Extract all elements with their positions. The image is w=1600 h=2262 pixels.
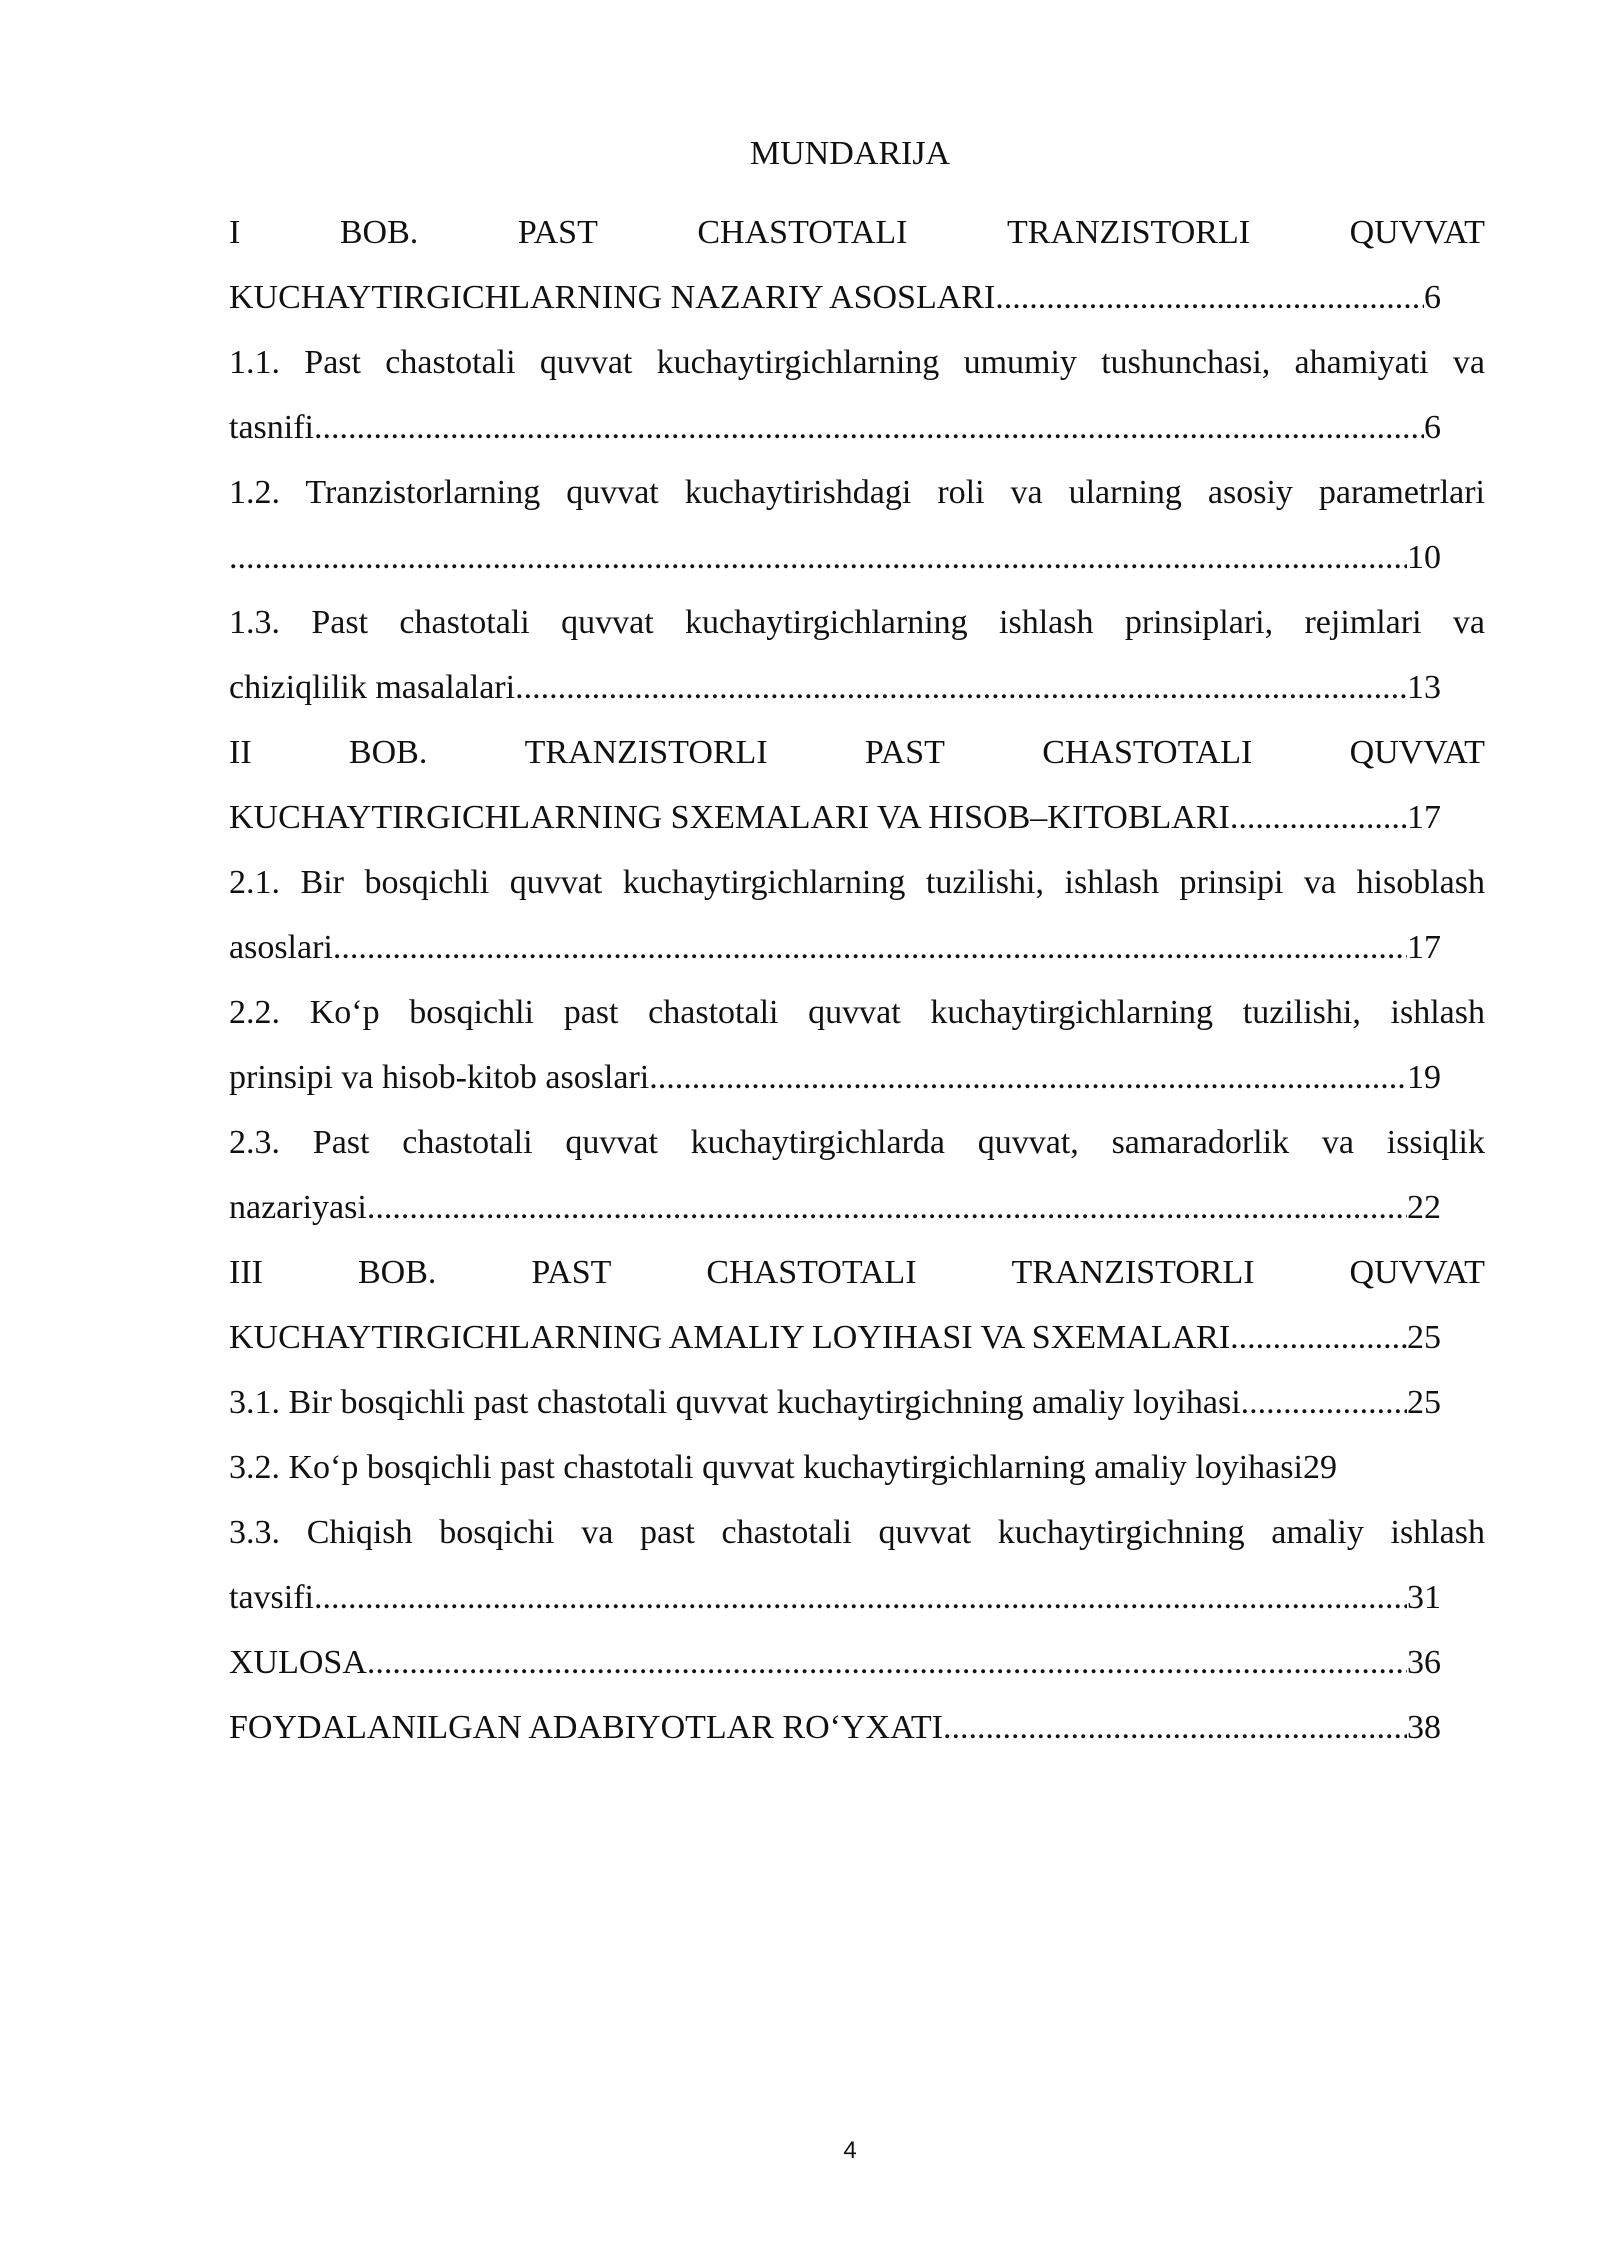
toc-section-1-1-entry[interactable]: tasnifi ..... 6 [229, 395, 1441, 460]
dot-leader [1230, 785, 1407, 850]
page-ref: 29 [1302, 1449, 1337, 1486]
page-ref: 13 [1407, 669, 1441, 706]
dot-leader [943, 1695, 1407, 1760]
page-ref: 25 [1407, 1384, 1441, 1421]
dot-leader [649, 1045, 1407, 1110]
toc-chapter-3-heading: III BOB. PAST CHASTOTALI TRANZISTORLI QUVVAT [229, 1254, 1485, 1291]
toc-chapter-3-entry[interactable]: KUCHAYTIRGICHLARNING AMALIY LOYIHASI VA SXEMALARI ..... 25 [229, 1305, 1441, 1370]
dot-leader [515, 655, 1407, 720]
dot-leader [1230, 1305, 1407, 1370]
dot-leader [314, 1565, 1407, 1630]
page-ref: 36 [1407, 1644, 1441, 1681]
dot-leader [229, 525, 1407, 590]
dot-leader [367, 1175, 1407, 1240]
toc-section-2-2-line-1[interactable]: 2.2. Ko‘p bosqichli past chastotali quvvat kuchaytirgichlarning tuzilishi, ishlash [229, 994, 1485, 1031]
dot-leader [333, 915, 1407, 980]
toc-chapter-2-entry[interactable]: KUCHAYTIRGICHLARNING SXEMALARI VA HISOB–KITOBLARI ..... 17 [229, 785, 1441, 850]
page-ref: 38 [1407, 1709, 1441, 1746]
toc-section-2-3-line-1[interactable]: 2.3. Past chastotali quvvat kuchaytirgichlarda quvvat, samaradorlik va issiqlik [229, 1124, 1485, 1161]
page-ref: 19 [1407, 1059, 1441, 1096]
toc-section-3-3-entry[interactable]: tavsifi ..... 31 [229, 1565, 1441, 1630]
dot-leader [367, 1630, 1407, 1695]
toc-section-1-3-entry[interactable]: chiziqlilik masalalari ..... 13 [229, 655, 1441, 720]
toc-chapter-1-heading: I BOB. PAST CHASTOTALI TRANZISTORLI QUVVAT [229, 214, 1485, 251]
page-footer [0, 2136, 1600, 2166]
dot-leader [314, 395, 1424, 460]
toc-section-1-1-line-1[interactable]: 1.1. Past chastotali quvvat kuchaytirgichlarning umumiy tushunchasi, ahamiyati va [229, 344, 1485, 381]
toc-conclusion-entry[interactable]: XULOSA ..... 36 [229, 1630, 1441, 1695]
page-ref: 22 [1407, 1189, 1441, 1226]
toc-chapter-2-heading: II BOB. TRANZISTORLI PAST CHASTOTALI QUVVAT [229, 734, 1485, 771]
toc-chapter-1-entry[interactable]: KUCHAYTIRGICHLARNING NAZARIY ASOSLARI ..... 6 [229, 265, 1441, 330]
toc-section-3-1-entry[interactable]: 3.1. Bir bosqichli past chastotali quvvat kuchaytirgichning amaliy loyihasi ..... 25 [229, 1370, 1441, 1435]
toc-section-2-1-entry[interactable]: asoslari ..... 17 [229, 915, 1441, 980]
toc-section-3-3-line-1[interactable]: 3.3. Chiqish bosqichi va past chastotali quvvat kuchaytirgichning amaliy ishlash [229, 1514, 1485, 1551]
toc-section-2-1-line-1[interactable]: 2.1. Bir bosqichli quvvat kuchaytirgichlarning tuzilishi, ishlash prinsipi va hisoblash [229, 864, 1485, 901]
page-ref: 17 [1407, 799, 1441, 836]
toc-title [0, 134, 1600, 174]
toc-section-1-3-line-1[interactable]: 1.3. Past chastotali quvvat kuchaytirgichlarning ishlash prinsiplari, rejimlari va [229, 604, 1485, 641]
page-ref: 31 [1407, 1579, 1441, 1616]
page-ref: 25 [1407, 1319, 1441, 1356]
page-ref: 10 [1407, 539, 1441, 576]
toc-section-1-2-entry[interactable] [229, 525, 1441, 590]
toc-section-2-3-entry[interactable]: nazariyasi ..... 22 [229, 1175, 1441, 1240]
toc-section-2-2-entry[interactable]: prinsipi va hisob-kitob asoslari ..... 19 [229, 1045, 1441, 1110]
table-of-contents [229, 200, 1485, 1760]
toc-references-entry[interactable]: FOYDALANILGAN ADABIYOTLAR RO‘YXATI ..... 38 [229, 1695, 1441, 1760]
page-ref: 17 [1407, 929, 1441, 966]
toc-title-text: MUNDARIJA [749, 135, 951, 172]
dot-leader [995, 265, 1424, 330]
page-ref: 6 [1424, 279, 1441, 316]
toc-section-1-2-line-1[interactable]: 1.2. Tranzistorlarning quvvat kuchaytirishdagi roli va ularning asosiy parametrlari [229, 474, 1485, 511]
page-ref: 6 [1424, 409, 1441, 446]
dot-leader [1241, 1370, 1407, 1435]
page-number: 4 [843, 2137, 857, 2164]
toc-section-3-2-entry[interactable]: 3.2. Ko‘p bosqichli past chastotali quvvat kuchaytirgichlarning amaliy loyihasi 29 [229, 1435, 1485, 1500]
